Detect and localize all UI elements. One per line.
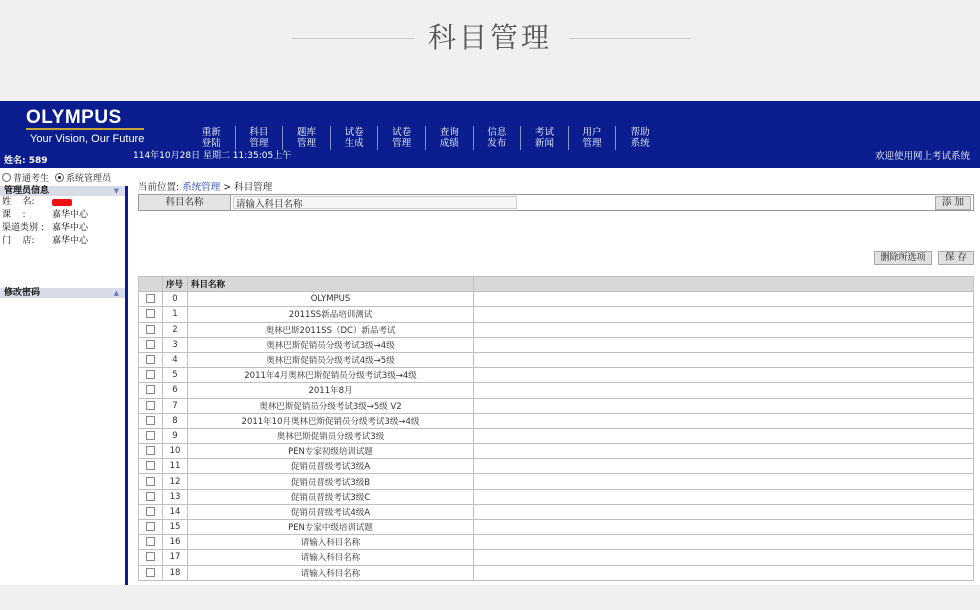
row-number: 8 <box>163 413 188 428</box>
username-label: 姓名: 589 <box>4 156 48 166</box>
date-time: 114年10月28日 星期二 11:35:05上午 <box>133 151 292 161</box>
row-subject-name: PEN专家初级培训试题 <box>188 444 474 459</box>
admin-info-row <box>0 209 125 222</box>
nav-item-5[interactable]: 查询 成绩 <box>426 126 474 150</box>
row-number: 2 <box>163 322 188 337</box>
breadcrumb-prefix: 当前位置: <box>138 182 180 193</box>
row-blank <box>474 520 974 535</box>
exam-system-window <box>0 101 980 585</box>
nav-item-1[interactable]: 科目 管理 <box>236 126 284 150</box>
row-subject-name: 2011SS新品培训测试 <box>188 307 474 322</box>
row-number: 0 <box>163 292 188 307</box>
row-select-cell <box>139 352 163 367</box>
breadcrumb-separator: > <box>223 182 235 193</box>
row-select-cell <box>139 398 163 413</box>
admin-info <box>0 196 125 248</box>
page-title: 科目管理 <box>427 21 552 54</box>
admin-info-key: 课 : <box>2 210 26 220</box>
row-number: 1 <box>163 307 188 322</box>
table-row <box>139 398 974 413</box>
row-select-cell <box>139 444 163 459</box>
row-checkbox[interactable] <box>146 355 155 364</box>
row-checkbox[interactable] <box>146 340 155 349</box>
row-number: 13 <box>163 489 188 504</box>
row-subject-name: 奥林巴斯促销员分级考试3级 <box>188 428 474 443</box>
table-row <box>139 322 974 337</box>
subject-name-label: 科目名称 <box>139 195 231 210</box>
table-row <box>139 489 974 504</box>
row-blank <box>474 398 974 413</box>
row-checkbox[interactable] <box>146 294 155 303</box>
row-subject-name: 2011年8月 <box>188 383 474 398</box>
row-checkbox[interactable] <box>146 416 155 425</box>
header-number: 序号 <box>163 277 188 292</box>
row-subject-name: PEN专家中级培训试题 <box>188 520 474 535</box>
table-row <box>139 520 974 535</box>
nav-item-8[interactable]: 用户 管理 <box>569 126 617 150</box>
row-number: 6 <box>163 383 188 398</box>
row-select-cell <box>139 550 163 565</box>
save-button[interactable]: 保 存 <box>938 251 974 265</box>
header-bar <box>0 101 980 168</box>
header-select <box>139 277 163 292</box>
row-checkbox[interactable] <box>146 492 155 501</box>
form-spacer <box>517 195 973 210</box>
row-blank <box>474 535 974 550</box>
table-row <box>139 428 974 443</box>
row-checkbox[interactable] <box>146 370 155 379</box>
row-subject-name: 请输入科目名称 <box>188 535 474 550</box>
row-select-cell <box>139 535 163 550</box>
nav-item-2[interactable]: 题库 管理 <box>283 126 331 150</box>
nav-item-9[interactable]: 帮助 系统 <box>630 127 650 149</box>
row-number: 5 <box>163 368 188 383</box>
row-blank <box>474 489 974 504</box>
row-subject-name: 奥林巴斯促销员分级考试3级→5级 V2 <box>188 398 474 413</box>
table-row <box>139 535 974 550</box>
row-checkbox[interactable] <box>146 325 155 334</box>
row-select-cell <box>139 565 163 580</box>
row-blank <box>474 322 974 337</box>
nav-item-3[interactable]: 试卷 生成 <box>331 126 379 150</box>
admin-info-row <box>0 196 125 209</box>
main-content <box>132 168 980 585</box>
table-row <box>139 550 974 565</box>
row-number: 14 <box>163 504 188 519</box>
row-subject-name: 2011年10月奥林巴斯促销员分级考试3级→4级 <box>188 413 474 428</box>
row-select-cell <box>139 520 163 535</box>
table-header-row <box>139 277 974 292</box>
role-admin-radio[interactable] <box>55 173 64 182</box>
row-select-cell <box>139 413 163 428</box>
row-subject-name: 促销员晋级考试3级A <box>188 459 474 474</box>
row-subject-name: 2011年4月奥林巴斯促销员分级考试3级→4级 <box>188 368 474 383</box>
logo-underline <box>26 128 144 130</box>
nav-item-4[interactable]: 试卷 管理 <box>378 126 426 150</box>
admin-info-row <box>0 222 125 235</box>
row-select-cell <box>139 322 163 337</box>
row-blank <box>474 383 974 398</box>
row-blank <box>474 504 974 519</box>
row-number: 16 <box>163 535 188 550</box>
sidebar <box>0 186 128 585</box>
admin-info-key: 门 店: <box>2 236 35 246</box>
delete-selected-button[interactable]: 删除所选项 <box>874 251 932 265</box>
row-subject-name: 请输入科目名称 <box>188 565 474 580</box>
table-row <box>139 383 974 398</box>
admin-info-title: 管理员信息 <box>4 186 50 196</box>
subject-name-input[interactable] <box>233 196 517 209</box>
row-select-cell <box>139 489 163 504</box>
add-button[interactable]: 添 加 <box>935 196 971 210</box>
row-select-cell <box>139 383 163 398</box>
row-blank <box>474 337 974 352</box>
breadcrumb-link-system[interactable]: 系统管理 <box>182 182 221 193</box>
nav-item-6[interactable]: 信息 发布 <box>474 126 522 150</box>
redacted-name <box>52 199 72 206</box>
role-selector <box>0 168 132 186</box>
row-blank <box>474 550 974 565</box>
breadcrumb-current: 科目管理 <box>234 182 273 193</box>
row-blank <box>474 565 974 580</box>
table-row <box>139 413 974 428</box>
admin-info-value: 嘉华中心 <box>52 210 89 220</box>
row-number: 11 <box>163 459 188 474</box>
table-row <box>139 504 974 519</box>
role-student-label: 普通考生 <box>13 173 50 184</box>
row-checkbox[interactable] <box>146 431 155 440</box>
row-blank <box>474 352 974 367</box>
row-checkbox[interactable] <box>146 507 155 516</box>
row-blank <box>474 307 974 322</box>
chevron-down-icon: ▼ <box>113 187 119 195</box>
row-subject-name: 促销员晋级考试3级C <box>188 489 474 504</box>
row-blank <box>474 413 974 428</box>
page-title-bar <box>0 0 980 98</box>
row-select-cell <box>139 307 163 322</box>
nav-item-0[interactable]: 重新 登陆 <box>188 126 236 150</box>
row-blank <box>474 474 974 489</box>
row-blank <box>474 292 974 307</box>
row-number: 17 <box>163 550 188 565</box>
welcome-text: 欢迎使用网上考试系统 <box>874 151 970 162</box>
row-checkbox[interactable] <box>146 522 155 531</box>
header-subject-name: 科目名称 <box>188 277 474 292</box>
change-password-header[interactable] <box>0 288 125 298</box>
row-number: 15 <box>163 520 188 535</box>
logo-slogan: Your Vision, Our Future <box>30 133 145 145</box>
role-student-radio[interactable] <box>2 173 11 182</box>
row-select-cell <box>139 504 163 519</box>
table-row <box>139 565 974 580</box>
main-nav <box>188 126 664 150</box>
role-admin-label: 系统管理员 <box>66 173 112 184</box>
olympus-logo: OLYMPUS <box>26 107 122 128</box>
row-select-cell <box>139 292 163 307</box>
row-subject-name: 奥林巴斯促销员分级考试3级→4级 <box>188 337 474 352</box>
admin-info-value: 嘉华中心 <box>52 223 89 233</box>
row-checkbox[interactable] <box>146 552 155 561</box>
admin-info-header[interactable] <box>0 186 125 196</box>
title-divider-right <box>569 38 691 39</box>
admin-info-key: 姓 名: <box>2 197 35 207</box>
row-checkbox[interactable] <box>146 477 155 486</box>
row-subject-name: 奥林巴斯2011SS（DC）新品考试 <box>188 322 474 337</box>
row-subject-name: OLYMPUS <box>188 292 474 307</box>
nav-item-7[interactable]: 考试 新闻 <box>521 126 569 150</box>
table-row <box>139 474 974 489</box>
row-blank <box>474 368 974 383</box>
row-select-cell <box>139 428 163 443</box>
header-blank <box>474 277 974 292</box>
row-select-cell <box>139 459 163 474</box>
row-subject-name: 奥林巴斯促销员分级考试4级→5级 <box>188 352 474 367</box>
row-checkbox[interactable] <box>146 309 155 318</box>
row-number: 4 <box>163 352 188 367</box>
row-checkbox[interactable] <box>146 461 155 470</box>
row-subject-name: 促销员晋级考试4级A <box>188 504 474 519</box>
row-subject-name: 请输入科目名称 <box>188 550 474 565</box>
row-number: 10 <box>163 444 188 459</box>
change-password-title: 修改密码 <box>4 288 41 298</box>
subject-table <box>138 276 974 581</box>
row-number: 18 <box>163 565 188 580</box>
breadcrumb <box>138 179 272 193</box>
row-select-cell <box>139 368 163 383</box>
row-checkbox[interactable] <box>146 568 155 577</box>
table-row <box>139 444 974 459</box>
row-checkbox[interactable] <box>146 401 155 410</box>
row-checkbox[interactable] <box>146 446 155 455</box>
row-select-cell <box>139 474 163 489</box>
row-checkbox[interactable] <box>146 385 155 394</box>
table-row <box>139 337 974 352</box>
row-blank <box>474 428 974 443</box>
subject-form <box>138 194 974 211</box>
table-row <box>139 307 974 322</box>
chevron-up-icon: ▲ <box>113 289 119 297</box>
row-blank <box>474 459 974 474</box>
row-checkbox[interactable] <box>146 537 155 546</box>
table-row <box>139 352 974 367</box>
admin-info-value: 嘉华中心 <box>52 236 89 246</box>
admin-info-key: 渠道类别 : <box>2 223 44 233</box>
row-number: 7 <box>163 398 188 413</box>
table-row <box>139 459 974 474</box>
row-number: 12 <box>163 474 188 489</box>
row-select-cell <box>139 337 163 352</box>
table-row <box>139 292 974 307</box>
table-row <box>139 368 974 383</box>
row-number: 3 <box>163 337 188 352</box>
row-subject-name: 促销员晋级考试3级B <box>188 474 474 489</box>
admin-info-row <box>0 235 125 248</box>
row-blank <box>474 444 974 459</box>
row-number: 9 <box>163 428 188 443</box>
